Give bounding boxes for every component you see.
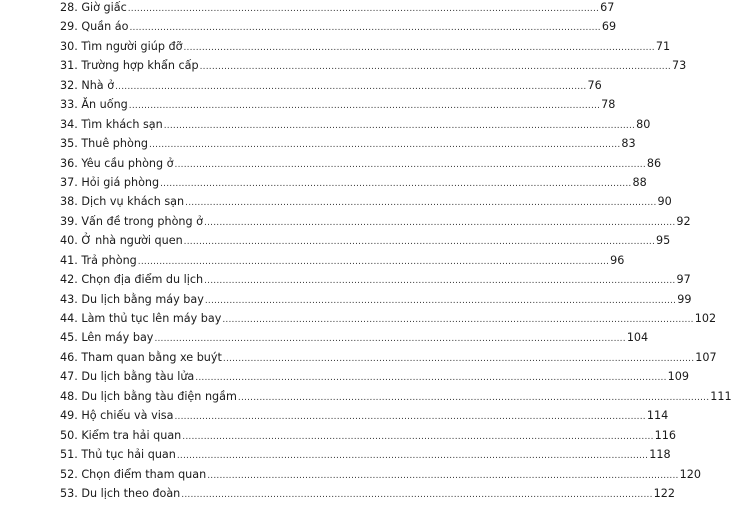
toc-entry[interactable] [60,17,617,36]
dot-leader [195,369,666,388]
toc-entry[interactable] [60,212,691,231]
toc-entry-page-number: 120 [679,467,701,481]
toc-list [60,0,732,503]
toc-entry-title: 51. Thủ tục hải quan [60,448,176,462]
toc-entry-title: 38. Dịch vụ khách sạn [60,195,185,209]
dot-leader [175,156,646,175]
toc-entry-page-number: 73 [671,59,687,73]
dot-leader [222,311,693,330]
toc-entry-title: 43. Du lịch bằng máy bay [60,292,204,306]
toc-entry[interactable] [60,484,676,503]
toc-entry-page-number: 116 [654,428,677,442]
toc-entry[interactable] [60,309,717,328]
toc-entry-page-number: 83 [621,137,636,151]
dot-leader [115,78,586,97]
toc-entry[interactable] [60,251,625,270]
dot-leader [128,0,599,19]
dot-leader [129,19,600,38]
toc-entry[interactable] [60,154,662,173]
toc-entry-title: 37. Hỏi giá phòng [60,175,160,189]
toc-entry-page-number: 118 [649,448,671,462]
toc-entry-page-number: 80 [636,117,651,131]
toc-entry[interactable] [60,406,669,425]
dot-leader [177,447,648,466]
toc-entry-title: 41. Trả phòng [60,253,137,267]
toc-entry-page-number: 96 [610,253,625,267]
toc-entry-title: 49. Hộ chiếu và visa [60,409,174,423]
dot-leader [184,233,655,252]
dot-leader [185,194,656,213]
toc-entry[interactable] [60,465,701,484]
toc-entry-title: 33. Ăn uống [60,98,128,112]
toc-entry-page-number: 90 [657,195,672,209]
dot-leader [183,39,654,58]
toc-entry-page-number: 111 [710,389,732,403]
toc-entry-title: 34. Tìm khách sạn [60,117,163,131]
dot-leader [207,467,678,486]
toc-entry-title: 48. Du lịch bằng tàu điện ngầm [60,389,237,403]
toc-entry-page-number: 107 [695,350,717,364]
toc-entry-title: 42. Chọn địa điểm du lịch [60,273,204,287]
dot-leader [154,330,625,349]
toc-entry[interactable] [60,426,677,445]
toc-entry-title: 30. Tìm người giúp đỡ [60,39,183,53]
toc-entry-page-number: 88 [632,175,647,189]
toc-entry[interactable] [60,231,671,250]
toc-entry-page-number: 114 [646,409,669,423]
toc-entry-page-number: 92 [676,214,691,228]
toc-entry-title: 28. Giờ giấc [60,1,127,14]
toc-entry-title: 35. Thuê phòng [60,137,149,151]
dot-leader [164,117,635,136]
toc-entry-page-number: 69 [601,20,617,34]
toc-entry-page-number: 104 [626,331,649,345]
dot-leader [129,97,600,116]
toc-entry[interactable] [60,0,615,17]
dot-leader [182,428,653,447]
toc-entry-page-number: 99 [677,292,692,306]
toc-entry-title: 32. Nhà ở [60,78,115,92]
toc-entry-page-number: 109 [667,370,690,384]
toc-entry-title: 36. Yêu cầu phòng ở [60,156,174,170]
toc-entry[interactable] [60,173,647,192]
toc-entry[interactable] [60,134,636,153]
toc-entry-title: 46. Tham quan bằng xe buýt [60,350,222,364]
toc-entry[interactable] [60,270,691,289]
toc-entry[interactable] [60,95,616,114]
toc-entry-page-number: 95 [656,234,671,248]
toc-entry-title: 53. Du lịch theo đoàn [60,486,181,500]
toc-entry-page-number: 67 [600,1,615,14]
dot-leader [205,292,676,311]
dot-leader [138,253,609,272]
dot-leader [181,486,652,505]
toc-entry-title: 45. Lên máy bay [60,331,154,345]
toc-entry-title: 39. Vấn đề trong phòng ở [60,214,204,228]
toc-entry[interactable] [60,56,687,75]
toc-entry-page-number: 86 [646,156,662,170]
toc-entry[interactable] [60,76,602,95]
dot-leader [160,175,631,194]
toc-entry[interactable] [60,445,671,464]
toc-entry-title: 47. Du lịch bằng tàu lửa [60,370,195,384]
toc-entry-title: 44. Làm thủ tục lên máy bay [60,312,222,325]
toc-entry[interactable] [60,192,672,211]
toc-entry-page-number: 71 [655,39,671,53]
dot-leader [149,136,620,155]
toc-entry-title: 40. Ở nhà người quen [60,234,183,248]
dot-leader [204,214,675,233]
dot-leader [223,350,694,369]
toc-entry[interactable] [60,290,692,309]
toc-entry-title: 31. Trường hợp khẩn cấp [60,59,199,73]
toc-entry[interactable] [60,115,651,134]
toc-entry-page-number: 102 [694,312,717,325]
toc-entry-title: 52. Chọn điểm tham quan [60,467,207,481]
toc-entry[interactable] [60,328,649,347]
toc-entry-page-number: 97 [676,273,691,287]
toc-entry[interactable] [60,348,717,367]
toc-entry-page-number: 122 [653,486,676,500]
dot-leader [175,408,646,427]
toc-entry-page-number: 78 [601,98,616,112]
dot-leader [238,389,709,408]
dot-leader [204,272,675,291]
toc-entry[interactable] [60,387,732,406]
toc-entry-page-number: 76 [587,78,602,92]
toc-entry[interactable] [60,367,690,386]
toc-entry-title: 50. Kiểm tra hải quan [60,428,182,442]
toc-entry[interactable] [60,37,671,56]
toc-entry-title: 29. Quần áo [60,20,129,34]
